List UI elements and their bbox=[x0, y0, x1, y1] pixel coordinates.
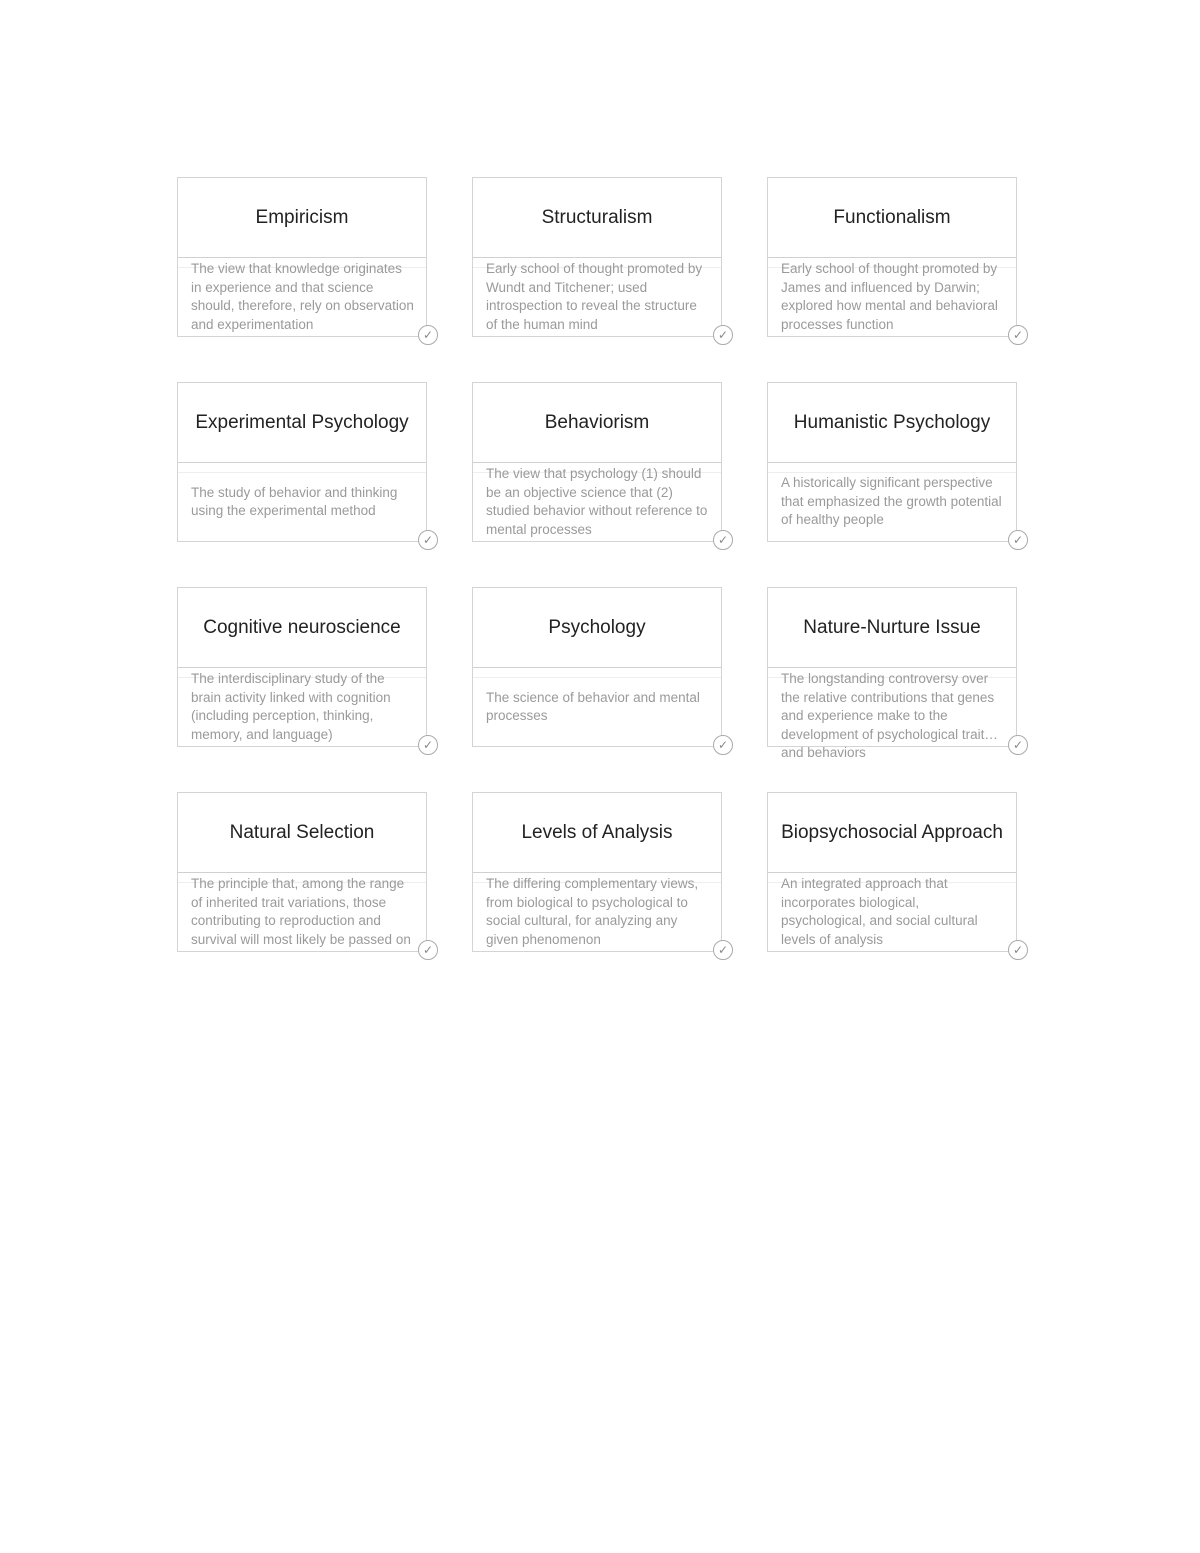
flashcard[interactable] bbox=[472, 587, 729, 752]
card-definition-text: The science of behavior and mental processes bbox=[486, 689, 700, 723]
card-definition bbox=[781, 465, 1004, 539]
card-term: Experimental Psychology bbox=[178, 383, 426, 463]
check-circle-icon[interactable]: ✓ bbox=[418, 735, 438, 755]
card-term: Structuralism bbox=[473, 178, 721, 258]
card-definition-text: The principle that, among the range of inherited trait variations, those contributing to reproduction and survival will most likely be passed on bbox=[191, 876, 411, 947]
card-definition bbox=[486, 670, 709, 744]
card-term: Functionalism bbox=[768, 178, 1016, 258]
flashcard[interactable] bbox=[472, 382, 729, 547]
card-definition-text: Early school of thought promoted by Wundt and Titchener; used introspection to reveal the structure of the human mind bbox=[486, 261, 703, 332]
card-definition bbox=[191, 260, 414, 334]
check-circle-icon[interactable]: ✓ bbox=[418, 940, 438, 960]
check-circle-icon[interactable]: ✓ bbox=[418, 325, 438, 345]
flashcard[interactable] bbox=[472, 792, 729, 957]
check-circle-icon[interactable]: ✓ bbox=[713, 735, 733, 755]
card-term: Cognitive neuroscience bbox=[178, 588, 426, 668]
card-term: Psychology bbox=[473, 588, 721, 668]
card-definition-text: The view that knowledge originates in experience and that science should, therefore, rely on observation and experimentation bbox=[191, 261, 414, 332]
check-circle-icon[interactable]: ✓ bbox=[1008, 940, 1028, 960]
check-circle-icon[interactable]: ✓ bbox=[1008, 530, 1028, 550]
card-definition bbox=[486, 875, 709, 949]
card-definition bbox=[486, 260, 709, 334]
check-circle-icon[interactable]: ✓ bbox=[1008, 325, 1028, 345]
card-term: Natural Selection bbox=[178, 793, 426, 873]
flashcard[interactable] bbox=[767, 382, 1024, 547]
card-definition-text: The longstanding controversy over the relative contributions that genes and experience make to the development of psychological traits and behaviors bbox=[781, 671, 995, 760]
check-circle-icon[interactable]: ✓ bbox=[1008, 735, 1028, 755]
card-definition-text: The interdisciplinary study of the brain activity linked with cognition (including perception, thinking, memory, and language) bbox=[191, 671, 391, 742]
flashcard[interactable] bbox=[472, 177, 729, 342]
card-definition bbox=[781, 875, 1004, 949]
flashcard[interactable] bbox=[177, 382, 434, 547]
card-term: Empiricism bbox=[178, 178, 426, 258]
flashcard[interactable] bbox=[177, 792, 434, 957]
flashcard[interactable] bbox=[767, 177, 1024, 342]
card-definition bbox=[486, 465, 709, 539]
card-definition bbox=[781, 260, 1004, 334]
check-circle-icon[interactable]: ✓ bbox=[418, 530, 438, 550]
card-definition-text: Early school of thought promoted by James and influenced by Darwin; explored how mental and behavioral processes function bbox=[781, 261, 998, 332]
flashcard[interactable] bbox=[767, 587, 1024, 760]
card-definition bbox=[781, 670, 1004, 760]
check-circle-icon[interactable]: ✓ bbox=[713, 530, 733, 550]
card-term: Behaviorism bbox=[473, 383, 721, 463]
card-definition-text: The study of behavior and thinking using the experimental method bbox=[191, 484, 398, 518]
check-circle-icon[interactable]: ✓ bbox=[713, 940, 733, 960]
card-term: Nature-Nurture Issue bbox=[768, 588, 1016, 668]
card-term: Levels of Analysis bbox=[473, 793, 721, 873]
check-circle-icon[interactable]: ✓ bbox=[713, 325, 733, 345]
card-definition-text: A historically significant perspective that emphasized the growth potential of healthy people bbox=[781, 475, 1002, 528]
card-definition bbox=[191, 670, 414, 744]
card-definition-text: An integrated approach that incorporates biological, psychological, and social cultural levels of analysis bbox=[781, 876, 978, 947]
card-definition-text: The view that psychology (1) should be an objective science that (2) studied behavior without reference to mental processes bbox=[486, 466, 708, 537]
card-term: Humanistic Psychology bbox=[768, 383, 1016, 463]
card-definition-text: The differing complementary views, from biological to psychological to social cultural, for analyzing any given phenomenon bbox=[486, 876, 699, 947]
flashcard-grid bbox=[177, 177, 1024, 957]
card-definition bbox=[191, 875, 414, 949]
flashcard[interactable] bbox=[767, 792, 1024, 957]
flashcard[interactable] bbox=[177, 177, 434, 342]
card-term: Biopsychosocial Approach bbox=[768, 793, 1016, 873]
card-definition bbox=[191, 465, 414, 539]
flashcard[interactable] bbox=[177, 587, 434, 752]
